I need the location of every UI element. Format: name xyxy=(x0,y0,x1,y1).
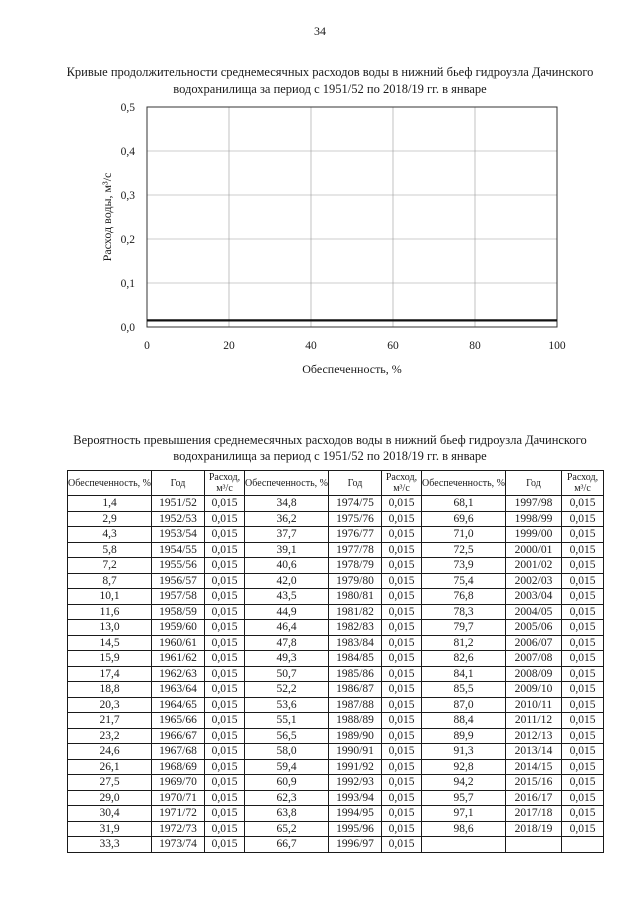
table-cell: 0,015 xyxy=(382,790,422,806)
table-cell: 2007/08 xyxy=(506,651,562,667)
table-cell: 0,015 xyxy=(562,589,604,605)
table-row xyxy=(68,837,604,853)
table-cell: 1960/61 xyxy=(152,635,205,651)
table-cell: 68,1 xyxy=(422,496,506,512)
table-cell: 1999/00 xyxy=(506,527,562,543)
table-cell: 1989/90 xyxy=(329,728,382,744)
table-cell: 0,015 xyxy=(382,744,422,760)
table-cell: 0,015 xyxy=(562,620,604,636)
table-cell: 0,015 xyxy=(562,682,604,698)
table-cell: 1969/70 xyxy=(152,775,205,791)
table-cell: 0,015 xyxy=(205,790,245,806)
table-row xyxy=(68,790,604,806)
table-cell: 46,4 xyxy=(245,620,329,636)
table-cell: 0,015 xyxy=(382,573,422,589)
table-cell: 1975/76 xyxy=(329,511,382,527)
table-cell: 2011/12 xyxy=(506,713,562,729)
table-cell: 1979/80 xyxy=(329,573,382,589)
table-cell: 0,015 xyxy=(382,697,422,713)
table-cell: 31,9 xyxy=(68,821,152,837)
page-number: 34 xyxy=(314,24,326,38)
table-cell: 0,015 xyxy=(205,759,245,775)
column-header: Расход, м³/с xyxy=(562,471,604,496)
table-cell: 0,015 xyxy=(562,527,604,543)
x-axis-label: Обеспеченность, % xyxy=(302,362,402,376)
table-cell: 2000/01 xyxy=(506,542,562,558)
table-body xyxy=(68,496,604,853)
table-row xyxy=(68,682,604,698)
table-cell: 1978/79 xyxy=(329,558,382,574)
table-cell: 0,015 xyxy=(382,759,422,775)
table-cell: 76,8 xyxy=(422,589,506,605)
table-cell: 0,015 xyxy=(382,527,422,543)
table-cell: 1983/84 xyxy=(329,635,382,651)
table-cell: 0,015 xyxy=(382,558,422,574)
table-cell xyxy=(506,837,562,853)
table-cell: 47,8 xyxy=(245,635,329,651)
table-cell: 40,6 xyxy=(245,558,329,574)
table-cell: 71,0 xyxy=(422,527,506,543)
table-cell: 1956/57 xyxy=(152,573,205,589)
table-cell: 0,015 xyxy=(382,728,422,744)
table-cell: 1959/60 xyxy=(152,620,205,636)
table-cell: 50,7 xyxy=(245,666,329,682)
table-cell: 2015/16 xyxy=(506,775,562,791)
table-cell: 1961/62 xyxy=(152,651,205,667)
table-row xyxy=(68,511,604,527)
table-cell: 0,015 xyxy=(205,635,245,651)
table-cell: 1962/63 xyxy=(152,666,205,682)
table-cell: 0,015 xyxy=(205,651,245,667)
table-cell: 0,015 xyxy=(205,511,245,527)
table-cell: 0,015 xyxy=(562,744,604,760)
table-cell: 1971/72 xyxy=(152,806,205,822)
table-cell: 10,1 xyxy=(68,589,152,605)
table-cell: 92,8 xyxy=(422,759,506,775)
table-cell: 0,015 xyxy=(205,496,245,512)
table-cell: 1965/66 xyxy=(152,713,205,729)
table-cell: 1963/64 xyxy=(152,682,205,698)
table-cell: 1996/97 xyxy=(329,837,382,853)
table-cell: 2,9 xyxy=(68,511,152,527)
table-cell: 0,015 xyxy=(205,775,245,791)
table-cell: 1955/56 xyxy=(152,558,205,574)
table-cell: 2016/17 xyxy=(506,790,562,806)
table-cell: 0,015 xyxy=(562,511,604,527)
table-cell: 0,015 xyxy=(562,713,604,729)
table-cell: 2005/06 xyxy=(506,620,562,636)
table-cell: 1987/88 xyxy=(329,697,382,713)
table-cell: 34,8 xyxy=(245,496,329,512)
table-cell: 0,015 xyxy=(382,511,422,527)
table-cell: 0,015 xyxy=(205,604,245,620)
table-cell: 0,015 xyxy=(205,542,245,558)
table-cell: 0,015 xyxy=(205,821,245,837)
exceedance-probability-table xyxy=(67,470,604,853)
table-cell: 0,015 xyxy=(205,558,245,574)
table-cell: 1998/99 xyxy=(506,511,562,527)
table-cell: 0,015 xyxy=(205,527,245,543)
table-cell: 94,2 xyxy=(422,775,506,791)
table-cell: 15,9 xyxy=(68,651,152,667)
table-cell: 0,015 xyxy=(562,759,604,775)
table-cell: 0,015 xyxy=(562,635,604,651)
column-header: Обеспеченность, % xyxy=(245,471,329,496)
table-cell: 1982/83 xyxy=(329,620,382,636)
table-cell: 42,0 xyxy=(245,573,329,589)
column-header: Обеспеченность, % xyxy=(422,471,506,496)
table-cell: 1954/55 xyxy=(152,542,205,558)
table-cell: 0,015 xyxy=(382,620,422,636)
y-axis-label: Расход воды, м³/с xyxy=(100,172,114,262)
table-cell xyxy=(422,837,506,853)
table-row xyxy=(68,666,604,682)
table-cell: 59,4 xyxy=(245,759,329,775)
table-cell: 0,015 xyxy=(205,744,245,760)
table-cell: 1952/53 xyxy=(152,511,205,527)
x-axis-tick-labels xyxy=(144,340,566,352)
y-tick-label: 0,2 xyxy=(120,234,135,246)
table-cell: 37,7 xyxy=(245,527,329,543)
table-cell: 1984/85 xyxy=(329,651,382,667)
table-cell: 0,015 xyxy=(382,496,422,512)
table-row xyxy=(68,589,604,605)
table-cell: 1988/89 xyxy=(329,713,382,729)
table-cell: 1993/94 xyxy=(329,790,382,806)
table-cell: 14,5 xyxy=(68,635,152,651)
table-row xyxy=(68,744,604,760)
table-row xyxy=(68,542,604,558)
table-cell: 2017/18 xyxy=(506,806,562,822)
table-cell: 1953/54 xyxy=(152,527,205,543)
table-cell: 88,4 xyxy=(422,713,506,729)
table-cell: 1964/65 xyxy=(152,697,205,713)
x-tick-label: 20 xyxy=(223,340,235,352)
table-cell: 4,3 xyxy=(68,527,152,543)
table-cell: 73,9 xyxy=(422,558,506,574)
table-cell: 49,3 xyxy=(245,651,329,667)
table-cell: 1980/81 xyxy=(329,589,382,605)
table-cell: 82,6 xyxy=(422,651,506,667)
table-row xyxy=(68,759,604,775)
table-cell: 5,8 xyxy=(68,542,152,558)
table-cell: 81,2 xyxy=(422,635,506,651)
table-cell: 0,015 xyxy=(205,573,245,589)
x-tick-label: 40 xyxy=(305,340,317,352)
table-cell: 2014/15 xyxy=(506,759,562,775)
table-cell: 0,015 xyxy=(205,806,245,822)
table-cell: 0,015 xyxy=(562,821,604,837)
table-header-row xyxy=(68,471,604,496)
table-cell: 78,3 xyxy=(422,604,506,620)
table-cell: 0,015 xyxy=(562,542,604,558)
table-cell: 87,0 xyxy=(422,697,506,713)
table-cell: 13,0 xyxy=(68,620,152,636)
table-cell: 11,6 xyxy=(68,604,152,620)
table-cell: 53,6 xyxy=(245,697,329,713)
table-cell: 1968/69 xyxy=(152,759,205,775)
table-cell: 1973/74 xyxy=(152,837,205,853)
table-cell: 7,2 xyxy=(68,558,152,574)
table-cell: 91,3 xyxy=(422,744,506,760)
table-cell: 1957/58 xyxy=(152,589,205,605)
table-cell: 0,015 xyxy=(382,589,422,605)
table-cell: 21,7 xyxy=(68,713,152,729)
table-cell: 0,015 xyxy=(562,558,604,574)
table-cell: 1974/75 xyxy=(329,496,382,512)
table-header xyxy=(68,471,604,496)
table-cell: 0,015 xyxy=(562,806,604,822)
table-cell: 2008/09 xyxy=(506,666,562,682)
table-cell: 0,015 xyxy=(382,775,422,791)
table-cell: 0,015 xyxy=(382,542,422,558)
table-cell: 95,7 xyxy=(422,790,506,806)
table-cell: 0,015 xyxy=(382,682,422,698)
table-cell: 0,015 xyxy=(382,713,422,729)
table-cell: 0,015 xyxy=(382,806,422,822)
table-cell: 75,4 xyxy=(422,573,506,589)
table-cell: 0,015 xyxy=(562,573,604,589)
table-cell: 29,0 xyxy=(68,790,152,806)
table-cell: 2010/11 xyxy=(506,697,562,713)
table-cell: 98,6 xyxy=(422,821,506,837)
table-cell: 2009/10 xyxy=(506,682,562,698)
table-cell: 39,1 xyxy=(245,542,329,558)
table-cell: 0,015 xyxy=(205,728,245,744)
table-cell: 2013/14 xyxy=(506,744,562,760)
table-cell: 1992/93 xyxy=(329,775,382,791)
y-tick-label: 0,4 xyxy=(120,146,135,158)
table-title: Вероятность превышения среднемесячных расходов воды в нижний бьеф гидроузла Дачинского водохранилища за период с 1951/52 по 2018/19 гг. в январе xyxy=(73,433,587,463)
table-cell xyxy=(562,837,604,853)
column-header: Год xyxy=(152,471,205,496)
table-row xyxy=(68,620,604,636)
table-cell: 1970/71 xyxy=(152,790,205,806)
table-row xyxy=(68,651,604,667)
table-cell: 30,4 xyxy=(68,806,152,822)
table-row xyxy=(68,558,604,574)
table-cell: 2004/05 xyxy=(506,604,562,620)
table-cell: 1986/87 xyxy=(329,682,382,698)
table-row xyxy=(68,496,604,512)
table-cell: 0,015 xyxy=(205,682,245,698)
table-cell: 1995/96 xyxy=(329,821,382,837)
table-cell: 84,1 xyxy=(422,666,506,682)
table-cell: 1991/92 xyxy=(329,759,382,775)
table-cell: 1976/77 xyxy=(329,527,382,543)
table-cell: 23,2 xyxy=(68,728,152,744)
table-cell: 66,7 xyxy=(245,837,329,853)
duration-curve-chart xyxy=(95,95,575,385)
table-cell: 60,9 xyxy=(245,775,329,791)
table-cell: 0,015 xyxy=(562,790,604,806)
table-row xyxy=(68,604,604,620)
table-cell: 1981/82 xyxy=(329,604,382,620)
table-cell: 0,015 xyxy=(382,666,422,682)
table-cell: 43,5 xyxy=(245,589,329,605)
table-cell: 2006/07 xyxy=(506,635,562,651)
table-cell: 52,2 xyxy=(245,682,329,698)
table-cell: 0,015 xyxy=(562,728,604,744)
table-cell: 0,015 xyxy=(562,651,604,667)
table-cell: 89,9 xyxy=(422,728,506,744)
x-tick-label: 100 xyxy=(548,340,566,352)
table-cell: 62,3 xyxy=(245,790,329,806)
table-cell: 0,015 xyxy=(562,697,604,713)
table-row xyxy=(68,728,604,744)
table-row xyxy=(68,821,604,837)
table-cell: 0,015 xyxy=(205,697,245,713)
table-cell: 2018/19 xyxy=(506,821,562,837)
table-cell: 1966/67 xyxy=(152,728,205,744)
table-row xyxy=(68,635,604,651)
table-cell: 58,0 xyxy=(245,744,329,760)
y-tick-label: 0,1 xyxy=(120,278,135,290)
table-cell: 2001/02 xyxy=(506,558,562,574)
table-cell: 65,2 xyxy=(245,821,329,837)
table-row xyxy=(68,713,604,729)
table-cell: 0,015 xyxy=(382,651,422,667)
table-cell: 0,015 xyxy=(562,496,604,512)
table-cell: 1972/73 xyxy=(152,821,205,837)
x-tick-label: 60 xyxy=(387,340,399,352)
table-cell: 33,3 xyxy=(68,837,152,853)
table-cell: 1985/86 xyxy=(329,666,382,682)
column-header: Год xyxy=(329,471,382,496)
table-cell: 1977/78 xyxy=(329,542,382,558)
x-tick-label: 80 xyxy=(469,340,481,352)
table-cell: 1951/52 xyxy=(152,496,205,512)
x-tick-label: 0 xyxy=(144,340,150,352)
table-cell: 18,8 xyxy=(68,682,152,698)
table-row xyxy=(68,775,604,791)
table-cell: 2012/13 xyxy=(506,728,562,744)
table-cell: 56,5 xyxy=(245,728,329,744)
y-tick-label: 0,0 xyxy=(120,322,135,334)
table-cell: 0,015 xyxy=(205,713,245,729)
table-cell: 17,4 xyxy=(68,666,152,682)
table-cell: 0,015 xyxy=(205,666,245,682)
table-cell: 36,2 xyxy=(245,511,329,527)
table-cell: 1994/95 xyxy=(329,806,382,822)
table-cell: 20,3 xyxy=(68,697,152,713)
table-cell: 1,4 xyxy=(68,496,152,512)
column-header: Расход, м³/с xyxy=(382,471,422,496)
table-cell: 97,1 xyxy=(422,806,506,822)
table-cell: 24,6 xyxy=(68,744,152,760)
table-cell: 2002/03 xyxy=(506,573,562,589)
table-row xyxy=(68,527,604,543)
table-cell: 0,015 xyxy=(205,589,245,605)
table-cell: 0,015 xyxy=(562,604,604,620)
table-cell: 1958/59 xyxy=(152,604,205,620)
table-cell: 0,015 xyxy=(562,775,604,791)
table-cell: 69,6 xyxy=(422,511,506,527)
table-cell: 0,015 xyxy=(382,635,422,651)
table-cell: 55,1 xyxy=(245,713,329,729)
table-row xyxy=(68,806,604,822)
table-cell: 8,7 xyxy=(68,573,152,589)
table-cell: 1997/98 xyxy=(506,496,562,512)
table-cell: 0,015 xyxy=(382,604,422,620)
table-cell: 85,5 xyxy=(422,682,506,698)
y-tick-label: 0,3 xyxy=(120,190,135,202)
column-header: Расход, м³/с xyxy=(205,471,245,496)
table-cell: 2003/04 xyxy=(506,589,562,605)
table-cell: 0,015 xyxy=(382,837,422,853)
table-row xyxy=(68,573,604,589)
table-cell: 72,5 xyxy=(422,542,506,558)
table-cell: 1990/91 xyxy=(329,744,382,760)
y-tick-label: 0,5 xyxy=(120,102,135,114)
chart-title: Кривые продолжительности среднемесячных расходов воды в нижний бьеф гидроузла Дачинского водохранилища за период с 1951/52 по 2018/19 гг. в январе xyxy=(66,65,594,96)
table-cell: 26,1 xyxy=(68,759,152,775)
table-cell: 27,5 xyxy=(68,775,152,791)
table-cell: 0,015 xyxy=(205,620,245,636)
table-cell: 79,7 xyxy=(422,620,506,636)
plot-area-frame xyxy=(147,107,557,327)
column-header: Обеспеченность, % xyxy=(68,471,152,496)
table-cell: 0,015 xyxy=(382,821,422,837)
column-header: Год xyxy=(506,471,562,496)
chart-grid xyxy=(147,107,557,327)
table-cell: 1967/68 xyxy=(152,744,205,760)
table-cell: 44,9 xyxy=(245,604,329,620)
table-cell: 0,015 xyxy=(205,837,245,853)
table-cell: 0,015 xyxy=(562,666,604,682)
table-cell: 63,8 xyxy=(245,806,329,822)
table-row xyxy=(68,697,604,713)
y-axis-tick-labels xyxy=(121,102,136,334)
